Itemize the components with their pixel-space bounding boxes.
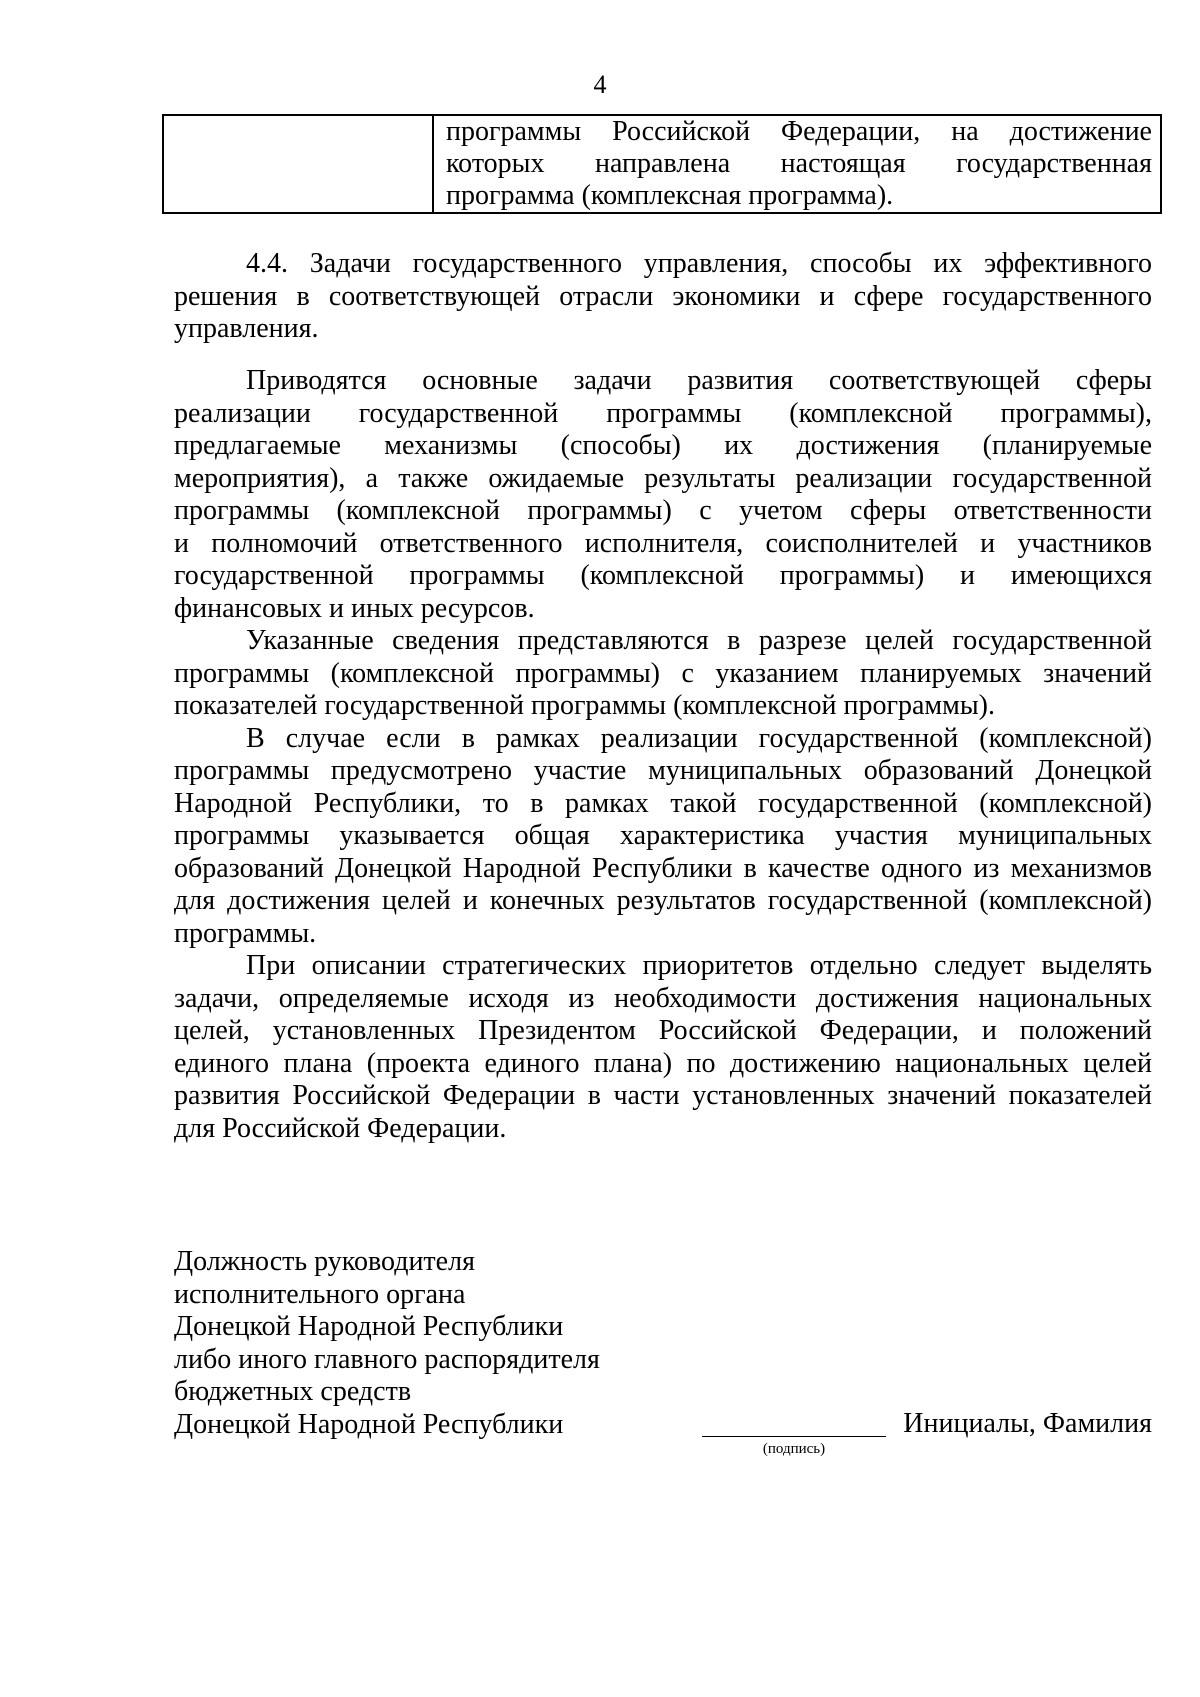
text-line: Приводятся основные задачи развития соответствующей сферы <box>246 365 1152 396</box>
text-line: показателей государственной программы (комплексной программы). <box>174 690 995 721</box>
signature-name: Инициалы, Фамилия <box>903 1408 1152 1439</box>
text-line: Народной Республики, то в рамках такой государственной (комплексной) <box>174 787 1152 819</box>
text-line: программы. <box>174 917 317 949</box>
text-line: и полномочий ответственного исполнителя, соисполнителей и участников <box>174 527 1152 559</box>
signature-caption: (подпись) <box>762 1441 826 1457</box>
text-line: развития Российской Федерации в части установленных значений показателей <box>174 1080 1152 1111</box>
position-line: Донецкой Народной Республики <box>174 1311 564 1342</box>
text-line: для достижения целей и конечных результатов государственной (комплексной) <box>174 885 1152 916</box>
text-line: для Российской Федерации. <box>174 1112 507 1144</box>
text-line: целей, установленных Президентом Российской Федерации, и положений <box>174 1015 1152 1046</box>
text-line: 4.4. Задачи государственного управления, способы их эффективного <box>246 248 1152 279</box>
text-line: решения в соответствующей отрасли экономики и сфере государственного <box>174 280 1152 312</box>
table-cell-empty <box>164 116 434 212</box>
header-table <box>162 114 1162 214</box>
text-line: реализации государственной программы (комплексной программы), <box>174 397 1152 429</box>
page-number: 4 <box>593 70 607 99</box>
text-line: программы (комплексной программы) с учетом сферы ответственности <box>174 495 1152 526</box>
position-line: Должность руководителя <box>174 1246 475 1277</box>
text-line: Указанные сведения представляются в разрезе целей государственной <box>246 625 1152 656</box>
signature-line <box>702 1436 886 1437</box>
text-line: единого плана (проекта единого плана) по достижению национальных целей <box>174 1047 1152 1079</box>
table-line: программа (комплексная программа). <box>446 180 894 211</box>
text-line: государственной программы (комплексной программы) и имеющихся <box>174 560 1152 591</box>
text-line: предлагаемые механизмы (способы) их достижения (планируемые <box>174 430 1152 461</box>
position-line: исполнительного органа <box>174 1278 466 1310</box>
text-line: программы (комплексной программы) с указанием планируемых значений <box>174 657 1152 689</box>
section-4-4 <box>174 248 1152 346</box>
signature-position <box>174 1246 734 1441</box>
table-line: которых направлена настоящая государственная <box>446 148 1152 179</box>
text-line: управления. <box>174 313 319 344</box>
position-line: бюджетных средств <box>174 1376 412 1407</box>
table-line: программы Российской Федерации, на достижение <box>446 116 1152 147</box>
paragraph-tasks <box>174 365 1152 1145</box>
text-line: образований Донецкой Народной Республики в качестве одного из механизмов <box>174 852 1152 884</box>
table-cell-text <box>434 116 1160 212</box>
text-line: программы указывается общая характеристика участия муниципальных <box>174 820 1152 851</box>
text-line: финансовых и иных ресурсов. <box>174 592 535 624</box>
position-line: либо иного главного распорядителя <box>174 1343 600 1375</box>
text-line: При описании стратегических приоритетов отдельно следует выделять <box>246 950 1152 981</box>
text-line: В случае если в рамках реализации государственной (комплексной) <box>246 722 1152 754</box>
text-line: задачи, определяемые исходя из необходимости достижения национальных <box>174 982 1152 1014</box>
text-line: мероприятия), а также ожидаемые результаты реализации государственной <box>174 462 1152 494</box>
text-line: программы предусмотрено участие муниципальных образований Донецкой <box>174 755 1152 786</box>
position-line: Донецкой Народной Республики <box>174 1408 564 1440</box>
